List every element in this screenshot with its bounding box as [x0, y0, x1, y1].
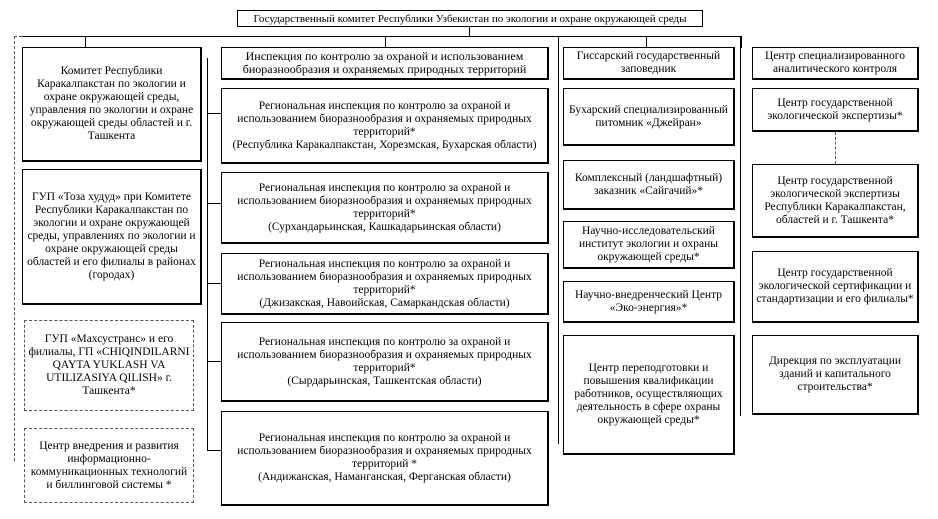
eco-energy-center-label: Научно-внедренческий Центр «Эко-энергия»* — [574, 288, 723, 314]
gissar-reserve-label: Гиссарский государственный заповедник — [576, 50, 721, 75]
regional-expertise-center-box — [752, 164, 919, 238]
saigachiy-reserve-box — [563, 160, 735, 210]
buildings-directorate-box — [752, 335, 919, 415]
ecological-expertise-center-box — [752, 88, 919, 132]
regional-inspection-1-box — [221, 88, 549, 164]
biodiversity-inspection-box — [221, 47, 549, 80]
state-committee-box — [237, 10, 703, 27]
certification-center-label: Центр государственной экологической сертификации и стандартизации и его филиалы* — [756, 267, 914, 305]
research-institute-label: Научно-исследовательский институт экологии и охраны окружающей среды* — [578, 225, 719, 263]
analytical-control-center-label: Центр специализированного аналитического контроля — [765, 50, 905, 75]
connector — [558, 36, 559, 444]
regional-inspection-4-box — [221, 322, 549, 402]
research-institute-box — [563, 221, 735, 269]
regional-inspection-2-box — [221, 172, 549, 244]
connector — [835, 132, 836, 164]
regional-inspection-5-label: Региональная инспекция по контролю за охраной и использованием биоразнообразия и охраняемых природных территорий * — [237, 432, 532, 470]
regional-inspection-3-regions: (Джизакская, Навоийская, Самаркандская области) — [259, 296, 510, 309]
ict-center-box — [24, 428, 194, 503]
toza-hudud-label: ГУП «Тоза худуд» при Комитете Республики Каракалпакстан по экологии и охране окружающей среды, управлениях по экологии и охране окружающей среды областей и его филиалы в районах (городах) — [27, 191, 196, 281]
connector — [20, 36, 742, 37]
regional-inspection-5-regions: (Андижанская, Наманганская, Ферганская области) — [258, 471, 511, 483]
regional-expertise-center-label: Центр государственной экологической экспертизы Республики Каракалпакстан, областей и г. Ташкента* — [764, 174, 906, 226]
mahsustrans-box — [24, 320, 194, 411]
regional-inspection-2-label: Региональная инспекция по контролю за охраной и использованием биоразнообразия и охраняемых природных территорий* — [237, 181, 532, 220]
gissar-reserve-box — [563, 47, 735, 80]
regional-inspection-3-box — [221, 253, 549, 315]
regional-inspection-4-label: Региональная инспекция по контролю за охраной и использованием биоразнообразия и охраняемых природных территорий* — [237, 335, 532, 374]
retraining-center-box — [563, 335, 735, 455]
regional-inspection-3-label: Региональная инспекция по контролю за охраной и использованием биоразнообразия и охраняемых природных территорий* — [237, 257, 532, 296]
regional-inspection-4-regions: (Сырдарьинская, Ташкентская области) — [287, 374, 482, 387]
regional-inspection-5-box — [221, 411, 549, 506]
karakalpakstan-committee-label: Комитет Республики Каракалпакстан по экологии и охране окружающей среды, управления по экологии и охране окружающей среды областей и г. Ташкента — [29, 65, 194, 142]
karakalpakstan-committee-box — [22, 47, 202, 162]
mahsustrans-label: ГУП «Махсустранс» и его филиалы, ГП «CHIQINDILARNI QAYTA YUKLASH VA UTILIZASIYA QILISH» г. Ташкента* — [28, 333, 190, 397]
connector — [207, 203, 221, 204]
connector — [207, 450, 221, 451]
regional-inspection-1-regions: (Республика Каракалпакстан, Хорезмская, Бухарская области) — [232, 138, 537, 151]
regional-inspection-1-label: Региональная инспекция по контролю за охраной и использованием биоразнообразия и охраняемых природных территорий* — [237, 99, 532, 138]
regional-inspection-2-regions: (Сурхандарьинская, Кашкадарьинская области) — [268, 220, 501, 233]
buildings-directorate-label: Дирекция по эксплуатации зданий и капитального строительства* — [768, 355, 902, 393]
toza-hudud-box — [22, 169, 202, 305]
connector — [14, 36, 22, 37]
connector — [207, 361, 221, 362]
connector — [741, 36, 742, 48]
ict-center-label: Центр внедрения и развития информационно-коммуникационных технологий и биллинговой системы * — [30, 439, 188, 491]
biodiversity-inspection-label: Инспекция по контролю за охраной и использованием биоразнообразия и охраняемых природных территорий — [242, 49, 527, 76]
analytical-control-center-box — [752, 47, 919, 80]
connector — [207, 58, 208, 450]
jeyran-nursery-box — [563, 88, 735, 146]
retraining-center-label: Центр переподготовки и повышения квалификации работников, осуществляющих деятельность в сфере охраны окружающей среды* — [574, 362, 723, 426]
connector — [14, 36, 15, 461]
connector — [207, 283, 221, 284]
connector — [207, 113, 221, 114]
saigachiy-reserve-label: Комплексный (ландшафтный) заказник «Сайгачий»* — [574, 171, 723, 197]
state-committee-title: Государственный комитет Республики Узбекистан по экологии и охране окружающей среды — [253, 12, 687, 25]
connector — [469, 27, 470, 36]
certification-center-box — [752, 251, 919, 323]
eco-energy-center-box — [563, 281, 735, 323]
ecological-expertise-center-label: Центр государственной экологической экспертизы* — [767, 96, 903, 122]
jeyran-nursery-label: Бухарский специализированный питомник «Джейран» — [569, 103, 728, 129]
connector — [740, 36, 741, 416]
